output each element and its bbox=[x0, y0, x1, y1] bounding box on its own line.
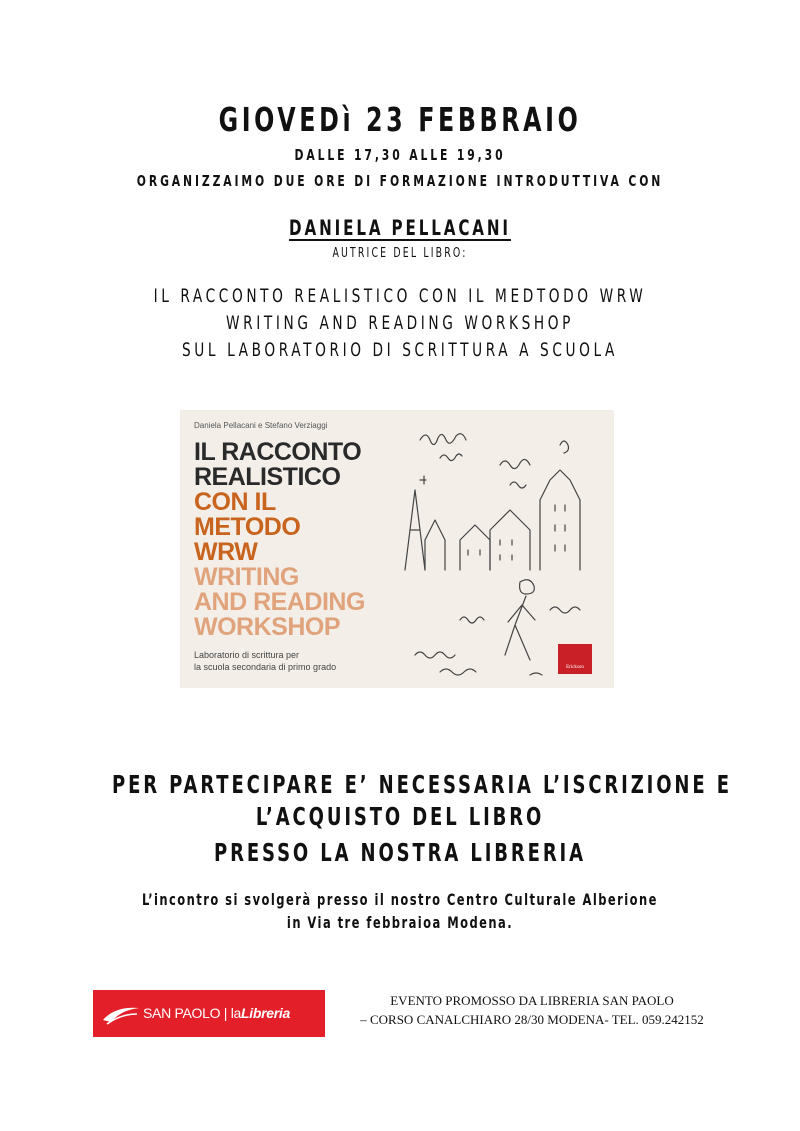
logo-libreria: Libreria bbox=[241, 1005, 290, 1021]
requirement-line: PRESSO LA NOSTRA LIBRERIA bbox=[214, 838, 586, 867]
book-description-line: SUL LABORATORIO DI SCRITTURA A SCUOLA bbox=[182, 339, 618, 361]
requirement-line: L’ACQUISTO DEL LIBRO bbox=[255, 802, 545, 831]
san-paolo-swoosh-icon bbox=[101, 1002, 141, 1026]
cover-title-line: WRW bbox=[194, 538, 258, 566]
cover-title-line: WRITING bbox=[194, 563, 299, 591]
cover-title-line: AND READING bbox=[194, 588, 365, 616]
cover-title-line: IL RACCONTO bbox=[194, 438, 362, 466]
book-description-line: IL RACCONTO REALISTICO CON IL MEDTODO WRW bbox=[153, 285, 647, 307]
cover-title-line: WORKSHOP bbox=[194, 613, 340, 641]
promo-line: EVENTO PROMOSSO DA LIBRERIA SAN PAOLO bbox=[390, 993, 674, 1008]
libreria-san-paolo-logo bbox=[93, 990, 325, 1037]
venue-line: in Via tre febbraioa Modena. bbox=[286, 913, 514, 932]
event-time: DALLE 17,30 ALLE 19,30 bbox=[294, 146, 506, 164]
cover-authors: Daniela Pellacani e Stefano Verziaggi bbox=[194, 421, 328, 430]
cover-title-line: CON IL bbox=[194, 488, 276, 516]
cover-title-line: REALISTICO bbox=[194, 463, 341, 491]
publisher-logo bbox=[558, 644, 592, 674]
logo-text bbox=[143, 1005, 290, 1021]
speaker-role: AUTRICE DEL LIBRO: bbox=[332, 246, 468, 261]
logo-separator: | bbox=[223, 1005, 228, 1021]
promo-line: – CORSO CANALCHIARO 28/30 MODENA- TEL. 059.242152 bbox=[360, 1012, 704, 1027]
logo-la: la bbox=[230, 1005, 242, 1021]
cover-subtitle-line: la scuola secondaria di primo grado bbox=[194, 662, 337, 672]
speaker-name-wrapper bbox=[112, 216, 688, 240]
publisher-name: Erickson bbox=[566, 665, 584, 670]
book-description-line: WRITING AND READING WORKSHOP bbox=[226, 312, 574, 334]
event-intro: ORGANIZZAIMO DUE ORE DI FORMAZIONE INTRODUTTIVA CON bbox=[136, 172, 664, 190]
event-date-title: GIOVEDì 23 FEBBRAIO bbox=[218, 100, 582, 139]
logo-brand: SAN PAOLO bbox=[143, 1005, 221, 1021]
cover-subtitle-line: Laboratorio di scrittura per bbox=[194, 650, 300, 660]
book-cover-image bbox=[180, 410, 614, 688]
venue-line: L’incontro si svolgerà presso il nostro Centro Culturale Alberione bbox=[142, 890, 658, 909]
requirement-line: PER PARTECIPARE E’ NECESSARIA L’ISCRIZIONE E bbox=[112, 770, 732, 799]
cover-title-line: METODO bbox=[194, 513, 301, 541]
speaker-name: DANIELA PELLACANI bbox=[289, 216, 511, 240]
